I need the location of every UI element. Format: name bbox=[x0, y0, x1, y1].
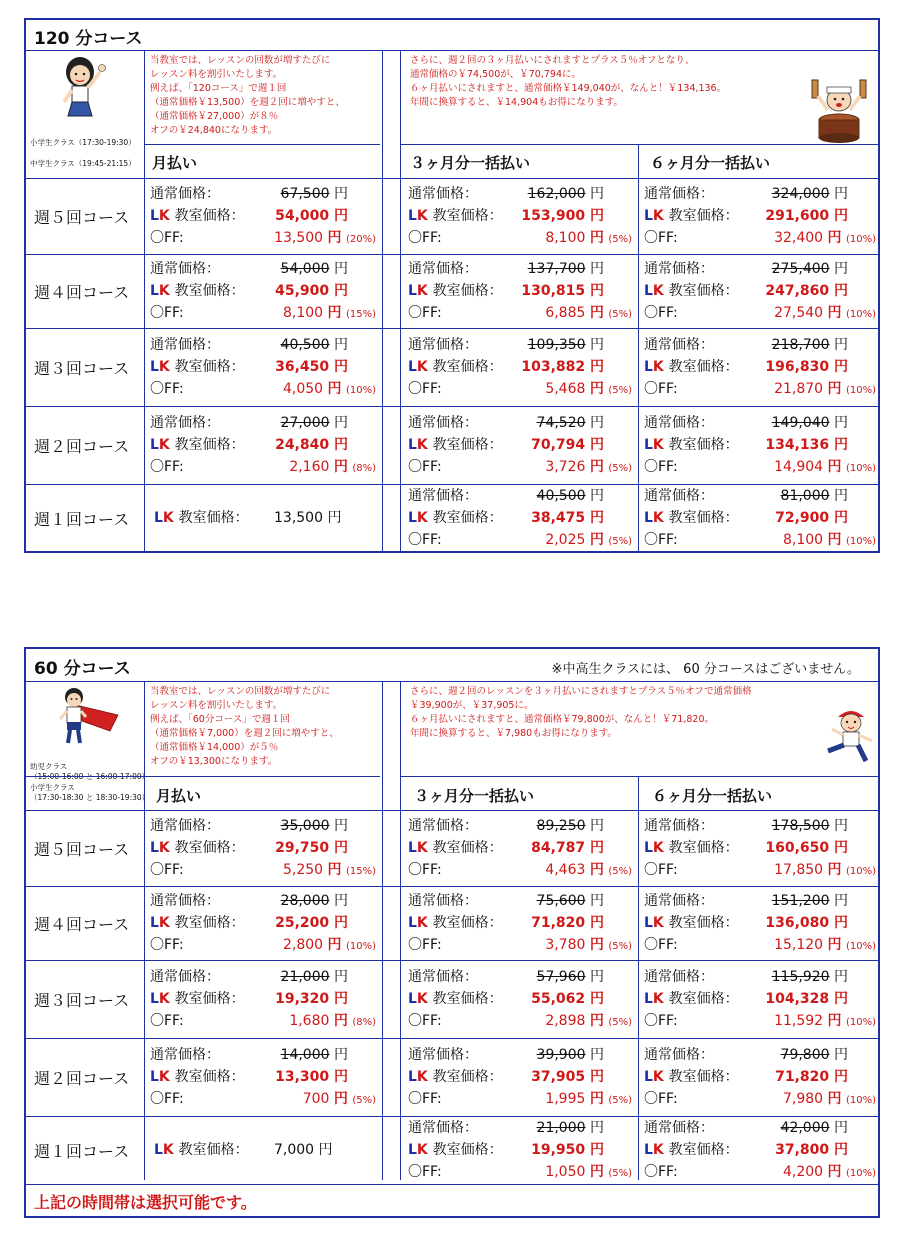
off-amount: 32,400 円 (10%) bbox=[774, 230, 876, 246]
off-amount: 5,250 円 (15%) bbox=[282, 862, 376, 878]
lk-price-label: LK 教室価格： bbox=[644, 840, 739, 856]
divider bbox=[400, 50, 401, 551]
price-cell bbox=[408, 1117, 632, 1183]
normal-price-label: 通常価格： bbox=[408, 1047, 478, 1063]
lk-price: 70,794 円 bbox=[531, 437, 604, 453]
lk-price-label: LK 教室価格： bbox=[150, 915, 245, 931]
price-cell bbox=[408, 258, 632, 324]
normal-price: 89,250 円 bbox=[536, 818, 604, 834]
price-cell bbox=[644, 966, 876, 1032]
off-amount: 13,500 円 (20%) bbox=[274, 230, 376, 246]
footer-note: 上記の時間帯は選択可能です。 bbox=[34, 1193, 257, 1212]
off-amount: 8,100 円 (5%) bbox=[545, 230, 632, 246]
price-cell bbox=[644, 815, 876, 881]
normal-price: 74,520 円 bbox=[536, 415, 604, 431]
lk-price-label: LK 教室価格： bbox=[408, 991, 503, 1007]
lk-price: 153,900 円 bbox=[521, 208, 604, 224]
normal-price-label: 通常価格： bbox=[644, 1047, 714, 1063]
lk-price-label: LK 教室価格： bbox=[150, 991, 245, 1007]
column-header-6months: ６ヶ月分一括払い bbox=[650, 154, 771, 172]
off-amount: 11,592 円 (10%) bbox=[774, 1013, 876, 1029]
lk-price: 160,650 円 bbox=[765, 840, 848, 856]
divider bbox=[26, 776, 380, 777]
row-label: 週１回コース bbox=[34, 509, 130, 529]
off-label: 〇FF: bbox=[408, 1091, 442, 1107]
normal-price-label: 通常価格： bbox=[644, 487, 714, 504]
normal-price: 35,000 円 bbox=[280, 818, 348, 834]
price-cell bbox=[644, 183, 876, 249]
price-cell bbox=[150, 1044, 376, 1110]
lk-price: 136,080 円 bbox=[765, 915, 848, 931]
divider bbox=[638, 144, 639, 551]
normal-price: 40,500 円 bbox=[536, 487, 604, 504]
lk-price: 84,787 円 bbox=[531, 840, 604, 856]
off-amount: 4,463 円 (5%) bbox=[545, 862, 632, 878]
girl-illustration bbox=[56, 54, 120, 120]
divider bbox=[26, 1038, 878, 1039]
course-120-table bbox=[24, 18, 880, 553]
off-amount: 2,160 円 (8%) bbox=[289, 459, 376, 475]
row-label: 週４回コース bbox=[34, 283, 130, 302]
lk-price-label: LK 教室価格： bbox=[644, 1142, 739, 1158]
lk-price: 25,200 円 bbox=[275, 915, 348, 931]
off-label: 〇FF: bbox=[408, 1013, 442, 1029]
lk-price: 37,800 円 bbox=[775, 1142, 848, 1158]
class-time: 小学生クラス （17:30-18:30 と 18:30-19:30） bbox=[30, 783, 150, 802]
divider bbox=[400, 144, 878, 145]
lk-price-label: LK 教室価格： bbox=[408, 915, 503, 931]
course-60-table bbox=[24, 647, 880, 1218]
normal-price: 275,400 円 bbox=[771, 261, 848, 277]
off-label: 〇FF: bbox=[408, 305, 442, 321]
normal-price-label: 通常価格： bbox=[644, 261, 714, 277]
price-cell bbox=[408, 412, 632, 478]
lk-price: 19,950 円 bbox=[531, 1142, 604, 1158]
lk-price-label: LK 教室価格： bbox=[408, 1142, 503, 1158]
lk-price: 71,820 円 bbox=[775, 1069, 848, 1085]
course-title: 60 分コース bbox=[34, 659, 131, 679]
normal-price: 28,000 円 bbox=[280, 893, 348, 909]
course-title: 120 分コース bbox=[34, 29, 143, 49]
off-amount: 4,050 円 (10%) bbox=[282, 381, 376, 397]
off-amount: 14,904 円 (10%) bbox=[774, 459, 876, 475]
lk-price: 247,860 円 bbox=[765, 283, 848, 299]
normal-price: 151,200 円 bbox=[771, 893, 848, 909]
class-time: 小学生クラス（17:30-19:30） bbox=[30, 138, 136, 147]
lk-price: 38,475 円 bbox=[531, 509, 604, 526]
normal-price: 115,920 円 bbox=[771, 969, 848, 985]
divider bbox=[26, 810, 878, 811]
off-label: 〇FF: bbox=[150, 937, 184, 953]
lk-price-label: LK 教室価格： bbox=[644, 915, 739, 931]
price-cell bbox=[644, 1117, 876, 1183]
lk-price-label: LK 教室価格： bbox=[644, 437, 739, 453]
normal-price: 14,000 円 bbox=[280, 1047, 348, 1063]
price-cell bbox=[644, 890, 876, 956]
column-header-monthly: 月払い bbox=[152, 154, 198, 172]
lk-price-label: LK 教室価格： bbox=[408, 1069, 503, 1085]
normal-price: 137,700 円 bbox=[527, 261, 604, 277]
price-cell bbox=[408, 815, 632, 881]
lk-logo: LK 教室価格： bbox=[154, 1142, 249, 1158]
row-label: 週１回コース bbox=[34, 1142, 130, 1161]
off-label: 〇FF: bbox=[408, 937, 442, 953]
normal-price: 42,000 円 bbox=[780, 1120, 848, 1136]
price-cell bbox=[408, 1044, 632, 1110]
column-header-6months: ６ヶ月分一括払い bbox=[652, 787, 773, 805]
price-cell bbox=[150, 890, 376, 956]
price-cell bbox=[408, 966, 632, 1032]
lk-price-label: LK 教室価格： bbox=[408, 283, 503, 299]
lk-price-label: LK 教室価格： bbox=[408, 840, 503, 856]
row-label: 週５回コース bbox=[34, 208, 130, 227]
normal-price-label: 通常価格： bbox=[408, 186, 478, 202]
course-note: ※中高生クラスには、 60 分コースはございません。 bbox=[551, 662, 860, 677]
boy-hero-illustration bbox=[52, 685, 122, 747]
off-amount: 1,050 円 (5%) bbox=[545, 1164, 632, 1180]
off-amount: 1,995 円 (5%) bbox=[545, 1091, 632, 1107]
row-label: 週２回コース bbox=[34, 1069, 130, 1088]
off-amount: 27,540 円 (10%) bbox=[774, 305, 876, 321]
lk-price: 45,900 円 bbox=[275, 283, 348, 299]
lk-price-label: LK 教室価格： bbox=[644, 991, 739, 1007]
intro-right-text: さらに、週２回の３ヶ月払いにされますとプラス５％オフとなり、 通常価格の￥74,500が、￥70,794に。 ６ヶ月払いにされますと、通常価格￥149,040が、なんと！￥134,136。 年間に換算すると、￥14,904もお得になります。 bbox=[410, 55, 727, 108]
lk-price-label: LK 教室価格： bbox=[644, 509, 739, 526]
price-cell bbox=[150, 412, 376, 478]
row-label: 週３回コース bbox=[34, 991, 130, 1010]
row-label: 週３回コース bbox=[34, 359, 130, 378]
lk-price-label: LK 教室価格： bbox=[408, 509, 503, 526]
off-label: 〇FF: bbox=[644, 230, 678, 246]
normal-price-label: 通常価格： bbox=[150, 261, 220, 277]
class-time: 中学生クラス（19:45-21:15） bbox=[30, 159, 136, 168]
row-label: 週４回コース bbox=[34, 915, 130, 934]
normal-price-label: 通常価格： bbox=[644, 415, 714, 431]
off-label: 〇FF: bbox=[408, 381, 442, 397]
price-cell bbox=[150, 815, 376, 881]
off-label: 〇FF: bbox=[150, 1013, 184, 1029]
off-amount: 8,100 円 (10%) bbox=[782, 531, 876, 548]
normal-price: 21,000 円 bbox=[280, 969, 348, 985]
off-label: 〇FF: bbox=[150, 305, 184, 321]
divider bbox=[26, 1184, 878, 1185]
class-time: 幼児クラス （15:00-16:00 と 16:00-17:00） bbox=[30, 762, 150, 781]
normal-price: 178,500 円 bbox=[771, 818, 848, 834]
off-amount: 21,870 円 (10%) bbox=[774, 381, 876, 397]
normal-price-label: 通常価格： bbox=[150, 415, 220, 431]
normal-price: 39,900 円 bbox=[536, 1047, 604, 1063]
off-label: 〇FF: bbox=[644, 1013, 678, 1029]
lk-price: 134,136 円 bbox=[765, 437, 848, 453]
normal-price-label: 通常価格： bbox=[150, 818, 220, 834]
column-header-3months: ３ヶ月分一括払い bbox=[414, 787, 535, 805]
off-label: 〇FF: bbox=[644, 459, 678, 475]
column-header-monthly: 月払い bbox=[156, 787, 202, 805]
normal-price-label: 通常価格： bbox=[150, 969, 220, 985]
single-price-cell bbox=[154, 507, 380, 529]
off-label: 〇FF: bbox=[644, 1164, 678, 1180]
off-label: 〇FF: bbox=[644, 1091, 678, 1107]
off-label: 〇FF: bbox=[644, 305, 678, 321]
kicking-kid-illustration bbox=[824, 707, 878, 769]
price-cell bbox=[644, 334, 876, 400]
row-label: 週２回コース bbox=[34, 437, 130, 456]
lk-logo: LK 教室価格： bbox=[154, 509, 249, 526]
off-label: 〇FF: bbox=[150, 459, 184, 475]
off-label: 〇FF: bbox=[408, 230, 442, 246]
normal-price-label: 通常価格： bbox=[408, 969, 478, 985]
normal-price: 149,040 円 bbox=[771, 415, 848, 431]
lk-price: 71,820 円 bbox=[531, 915, 604, 931]
divider bbox=[144, 681, 145, 1180]
off-label: 〇FF: bbox=[150, 1091, 184, 1107]
price-cell bbox=[644, 412, 876, 478]
normal-price-label: 通常価格： bbox=[408, 893, 478, 909]
price-cell bbox=[150, 258, 376, 324]
lk-price-label: LK 教室価格： bbox=[408, 208, 503, 224]
off-amount: 4,200 円 (10%) bbox=[782, 1164, 876, 1180]
price-cell bbox=[408, 890, 632, 956]
price-cell bbox=[150, 183, 376, 249]
lk-price-label: LK 教室価格： bbox=[644, 1069, 739, 1085]
normal-price-label: 通常価格： bbox=[408, 415, 478, 431]
off-label: 〇FF: bbox=[150, 862, 184, 878]
lk-price: 55,062 円 bbox=[531, 991, 604, 1007]
lk-price: 291,600 円 bbox=[765, 208, 848, 224]
normal-price-label: 通常価格： bbox=[408, 818, 478, 834]
lk-price: 72,900 円 bbox=[775, 509, 848, 526]
price-cell bbox=[644, 485, 876, 551]
off-amount: 2,898 円 (5%) bbox=[545, 1013, 632, 1029]
normal-price: 79,800 円 bbox=[780, 1047, 848, 1063]
divider bbox=[26, 960, 878, 961]
lk-price: 13,300 円 bbox=[275, 1069, 348, 1085]
row-label: 週５回コース bbox=[34, 840, 130, 859]
price-cell bbox=[644, 258, 876, 324]
divider bbox=[382, 50, 383, 551]
off-label: 〇FF: bbox=[644, 531, 678, 548]
off-label: 〇FF: bbox=[408, 862, 442, 878]
price-cell bbox=[408, 485, 632, 551]
normal-price-label: 通常価格： bbox=[408, 261, 478, 277]
normal-price: 67,500 円 bbox=[280, 186, 348, 202]
normal-price: 40,500 円 bbox=[280, 337, 348, 353]
lk-price-label: LK 教室価格： bbox=[408, 437, 503, 453]
lk-price-label: LK 教室価格： bbox=[150, 283, 245, 299]
lk-price-label: LK 教室価格： bbox=[150, 359, 245, 375]
off-amount: 3,726 円 (5%) bbox=[545, 459, 632, 475]
off-label: 〇FF: bbox=[408, 459, 442, 475]
off-amount: 6,885 円 (5%) bbox=[545, 305, 632, 321]
divider bbox=[144, 144, 380, 145]
normal-price-label: 通常価格： bbox=[408, 337, 478, 353]
normal-price: 109,350 円 bbox=[527, 337, 604, 353]
lk-price-label: LK 教室価格： bbox=[408, 359, 503, 375]
column-header-3months: ３ヶ月分一括払い bbox=[410, 154, 531, 172]
normal-price: 162,000 円 bbox=[527, 186, 604, 202]
normal-price-label: 通常価格： bbox=[644, 1120, 714, 1136]
off-amount: 8,100 円 (15%) bbox=[282, 305, 376, 321]
normal-price: 27,000 円 bbox=[280, 415, 348, 431]
lk-price: 103,882 円 bbox=[521, 359, 604, 375]
off-label: 〇FF: bbox=[150, 230, 184, 246]
lk-price-label: LK 教室価格： bbox=[150, 437, 245, 453]
lk-price-label: LK 教室価格： bbox=[644, 283, 739, 299]
lk-price: 19,320 円 bbox=[275, 991, 348, 1007]
divider bbox=[26, 254, 878, 255]
normal-price: 218,700 円 bbox=[771, 337, 848, 353]
normal-price-label: 通常価格： bbox=[150, 337, 220, 353]
normal-price-label: 通常価格： bbox=[408, 487, 478, 504]
divider bbox=[26, 50, 878, 51]
price-cell bbox=[150, 966, 376, 1032]
price-cell bbox=[150, 334, 376, 400]
divider bbox=[26, 406, 878, 407]
off-label: 〇FF: bbox=[644, 937, 678, 953]
lk-price: 29,750 円 bbox=[275, 840, 348, 856]
off-amount: 5,468 円 (5%) bbox=[545, 381, 632, 397]
normal-price: 75,600 円 bbox=[536, 893, 604, 909]
intro-right-text: さらに、週２回のレッスンを３ヶ月払いにされますとプラス５％オフで通常価格 ￥39,900が、￥37,905に。 ６ヶ月払いにされますと、通常価格￥79,800が、なんと！￥71,820。 年間に換算すると、￥7,980もお得になります。 bbox=[410, 686, 752, 739]
normal-price-label: 通常価格： bbox=[644, 337, 714, 353]
normal-price: 54,000 円 bbox=[280, 261, 348, 277]
lk-price-label: LK 教室価格： bbox=[644, 359, 739, 375]
normal-price-label: 通常価格： bbox=[408, 1120, 478, 1136]
intro-left-text: 当教室では、レッスンの回数が増すたびに レッスン料を割引いたします。 例えば、「60分コース」で週１回 （通常価格￥7,000）を週２回に増やすと、 （通常価格￥14,000）が５％ オフの￥13,300になります。 bbox=[150, 686, 339, 767]
off-amount: 2,800 円 (10%) bbox=[282, 937, 376, 953]
intro-left-text: 当教室では、レッスンの回数が増すたびに レッスン料を割引いたします。 例えば、「120コース」で週１回 （通常価格￥13,500）を週２回に増やすと、 （通常価格￥27,000）が８％ オフの￥24,840になります。 bbox=[150, 55, 345, 136]
off-amount: 1,680 円 (8%) bbox=[289, 1013, 376, 1029]
off-amount: 15,120 円 (10%) bbox=[774, 937, 876, 953]
price-cell bbox=[644, 1044, 876, 1110]
divider bbox=[26, 328, 878, 329]
lk-price-label: LK 教室価格： bbox=[150, 840, 245, 856]
lk-price: 130,815 円 bbox=[521, 283, 604, 299]
normal-price: 57,960 円 bbox=[536, 969, 604, 985]
normal-price-label: 通常価格： bbox=[644, 818, 714, 834]
lk-price: 37,905 円 bbox=[531, 1069, 604, 1085]
off-amount: 17,850 円 (10%) bbox=[774, 862, 876, 878]
single-price-cell bbox=[154, 1139, 380, 1161]
single-price: 7,000 円 bbox=[274, 1142, 333, 1158]
single-price: 13,500 円 bbox=[274, 509, 342, 526]
normal-price: 21,000 円 bbox=[536, 1120, 604, 1136]
normal-price-label: 通常価格： bbox=[150, 893, 220, 909]
lk-price: 104,328 円 bbox=[765, 991, 848, 1007]
off-amount: 2,025 円 (5%) bbox=[545, 531, 632, 548]
lk-price-label: LK 教室価格： bbox=[644, 208, 739, 224]
divider bbox=[144, 50, 145, 551]
normal-price: 81,000 円 bbox=[780, 487, 848, 504]
divider bbox=[26, 681, 878, 682]
price-cell bbox=[408, 334, 632, 400]
normal-price-label: 通常価格： bbox=[644, 969, 714, 985]
off-label: 〇FF: bbox=[644, 862, 678, 878]
off-amount: 7,980 円 (10%) bbox=[782, 1091, 876, 1107]
normal-price: 324,000 円 bbox=[771, 186, 848, 202]
normal-price-label: 通常価格： bbox=[150, 186, 220, 202]
lk-price: 36,450 円 bbox=[275, 359, 348, 375]
off-amount: 700 円 (5%) bbox=[302, 1091, 376, 1107]
off-label: 〇FF: bbox=[408, 1164, 442, 1180]
divider bbox=[382, 681, 383, 1180]
lk-price: 24,840 円 bbox=[275, 437, 348, 453]
divider bbox=[26, 886, 878, 887]
off-amount: 3,780 円 (5%) bbox=[545, 937, 632, 953]
normal-price-label: 通常価格： bbox=[644, 186, 714, 202]
lk-price: 54,000 円 bbox=[275, 208, 348, 224]
off-label: 〇FF: bbox=[408, 531, 442, 548]
lk-price-label: LK 教室価格： bbox=[150, 208, 245, 224]
normal-price-label: 通常価格： bbox=[150, 1047, 220, 1063]
drummer-illustration bbox=[808, 76, 874, 144]
price-cell bbox=[408, 183, 632, 249]
off-label: 〇FF: bbox=[644, 381, 678, 397]
divider bbox=[400, 776, 878, 777]
lk-price-label: LK 教室価格： bbox=[150, 1069, 245, 1085]
off-label: 〇FF: bbox=[150, 381, 184, 397]
divider bbox=[638, 776, 639, 1180]
divider bbox=[26, 178, 878, 179]
divider bbox=[400, 681, 401, 1180]
normal-price-label: 通常価格： bbox=[644, 893, 714, 909]
lk-price: 196,830 円 bbox=[765, 359, 848, 375]
